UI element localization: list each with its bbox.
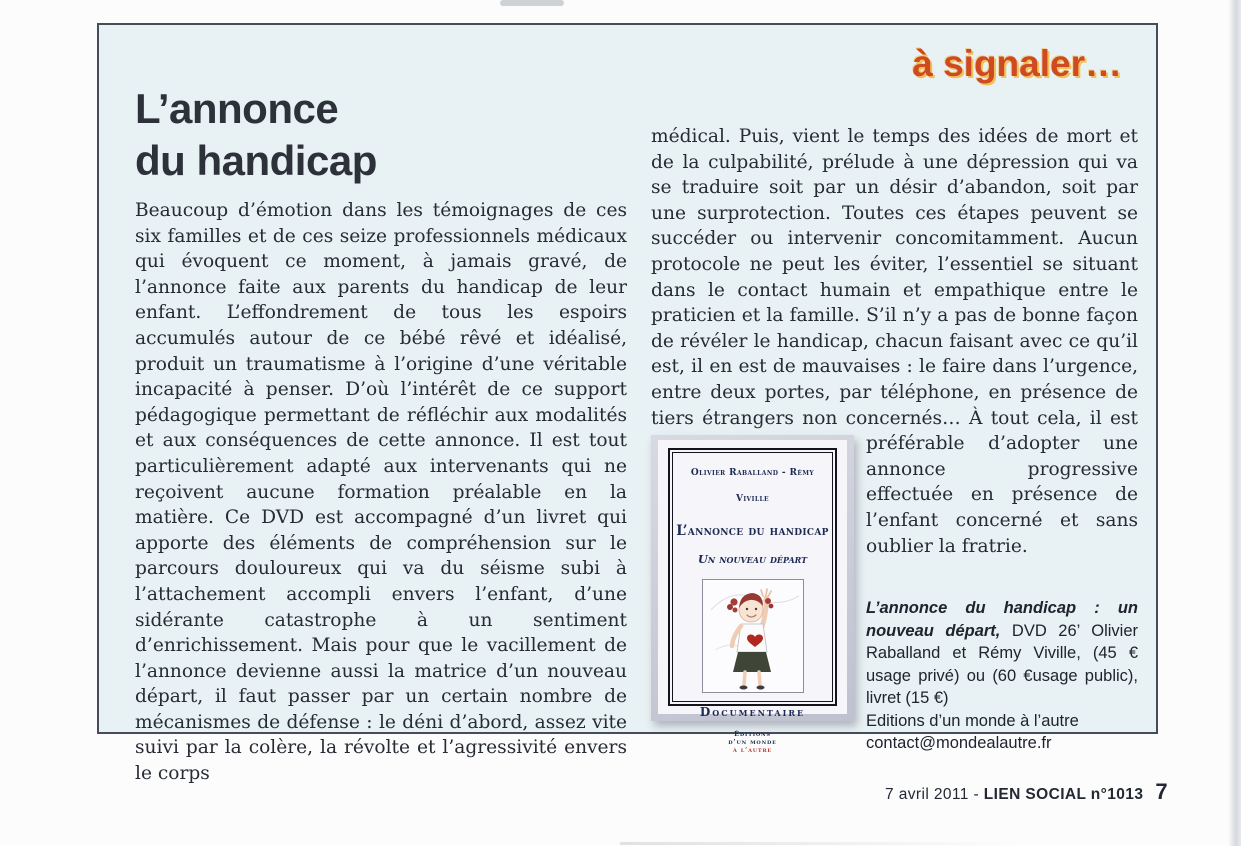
cover-genre: Documentaire: [699, 704, 806, 719]
dvd-cover: [658, 440, 847, 755]
caption-details: DVD 26’ Olivier Raballand et Rémy Viville, (45 € usage privé) ou (60 €usage public), livret (15 €): [866, 621, 1138, 708]
scan-artifact: [620, 842, 1020, 845]
girl-illustration: [702, 579, 804, 693]
scan-artifact: [500, 0, 564, 6]
footer-page-number: 7: [1155, 779, 1168, 804]
article-right-column: [651, 124, 1138, 755]
footer-issue-number: n°1013: [1086, 786, 1144, 803]
page-footer: [0, 779, 1168, 805]
content-panel: [97, 23, 1158, 785]
cover-authors: Olivier Raballand - Rémy Viville: [690, 468, 815, 504]
section-label: à signaler…: [912, 43, 1122, 84]
right-column-text-wrapped: cela, il est préférable d’adopter une annonce progressive effectuée en présence de l’enfant concerné et sans oublier la fratrie.: [866, 407, 1138, 557]
cover-subtitle: Un nouveau départ: [697, 551, 808, 566]
dvd-cover-photo: [651, 435, 854, 755]
caption-title: L’annonce du handicap : un nouveau départ,: [866, 599, 1138, 640]
page-edge-shadow: [1228, 0, 1241, 846]
footer-magazine-name: LIEN SOCIAL: [983, 786, 1087, 803]
article-left-column: Beaucoup d’émotion dans les témoignages de ces six familles et de ces seize professionnels médicaux qui évoquent ce moment, à jamais gravé, de l’annonce faite aux parents du handicap de leur enfant. L’effondrement de tous les espoirs accumulés autour de ce bébé rêvé et idéalisé, produit un traumatisme à l’origine d’une véritable incapacité à penser. D’où l’intérêt de ce support pédagogique permettant de réfléchir aux modalités et aux conséquences de cette annonce. Il est tout particulièrement adapté aux intervenants qui ne reçoivent aucune formation préalable en la matière. Ce DVD est accompagné d’un livret qui apporte des éléments de compréhension sur le parcours douloureux qui va du séisme subi à l’attachement accompli envers l’enfant, d’une sidérante catastrophe à un sentiment d’enrichissement. Mais pour que le vacillement de l’annonce devienne aussi la matrice d’un nouveau départ, il faut passer par un certain nombre de mécanismes de défense : le déni d’abord, assez vite suivi par la colère, la révolte et l’agressivité envers le corps: [135, 200, 627, 785]
cover-title: L’annonce du handicap: [676, 523, 829, 540]
caption-publisher: Editions d’un monde à l’autre: [866, 711, 1079, 730]
article-title: [135, 83, 377, 187]
right-column-text-top: médical. Puis, vient le temps des idées de mort et de la culpabilité, prélude à une dépression qui va se traduire soit par un désir d’abandon, soit par une surprotection. Toutes ces étapes peuvent se succéder ou intervenir concomitamment. Aucun protocole ne peut les éviter, l’essentiel se situant dans le contact humain et empathique entre le praticien et la famille. S’il n’y a pas de bonne façon de révéler le handicap, chacun faisant avec ce qu’il est, il en est de mauvaises : le faire dans l’urgence, entre deux portes, par téléphone, en présence de tiers étrangers non concernés… À tout: [651, 126, 1138, 429]
caption-contact: contact@mondealautre.fr: [866, 734, 1052, 753]
dvd-cover-frame: [668, 448, 837, 755]
article-title-line-2: du handicap: [135, 137, 377, 184]
article-title-line-1: L’annonce: [135, 85, 339, 132]
dvd-caption: [866, 597, 1138, 755]
cover-publisher-logo: Éditions d’un monde à l’autre: [728, 730, 777, 755]
footer-date: 7 avril 2011 -: [885, 786, 984, 803]
